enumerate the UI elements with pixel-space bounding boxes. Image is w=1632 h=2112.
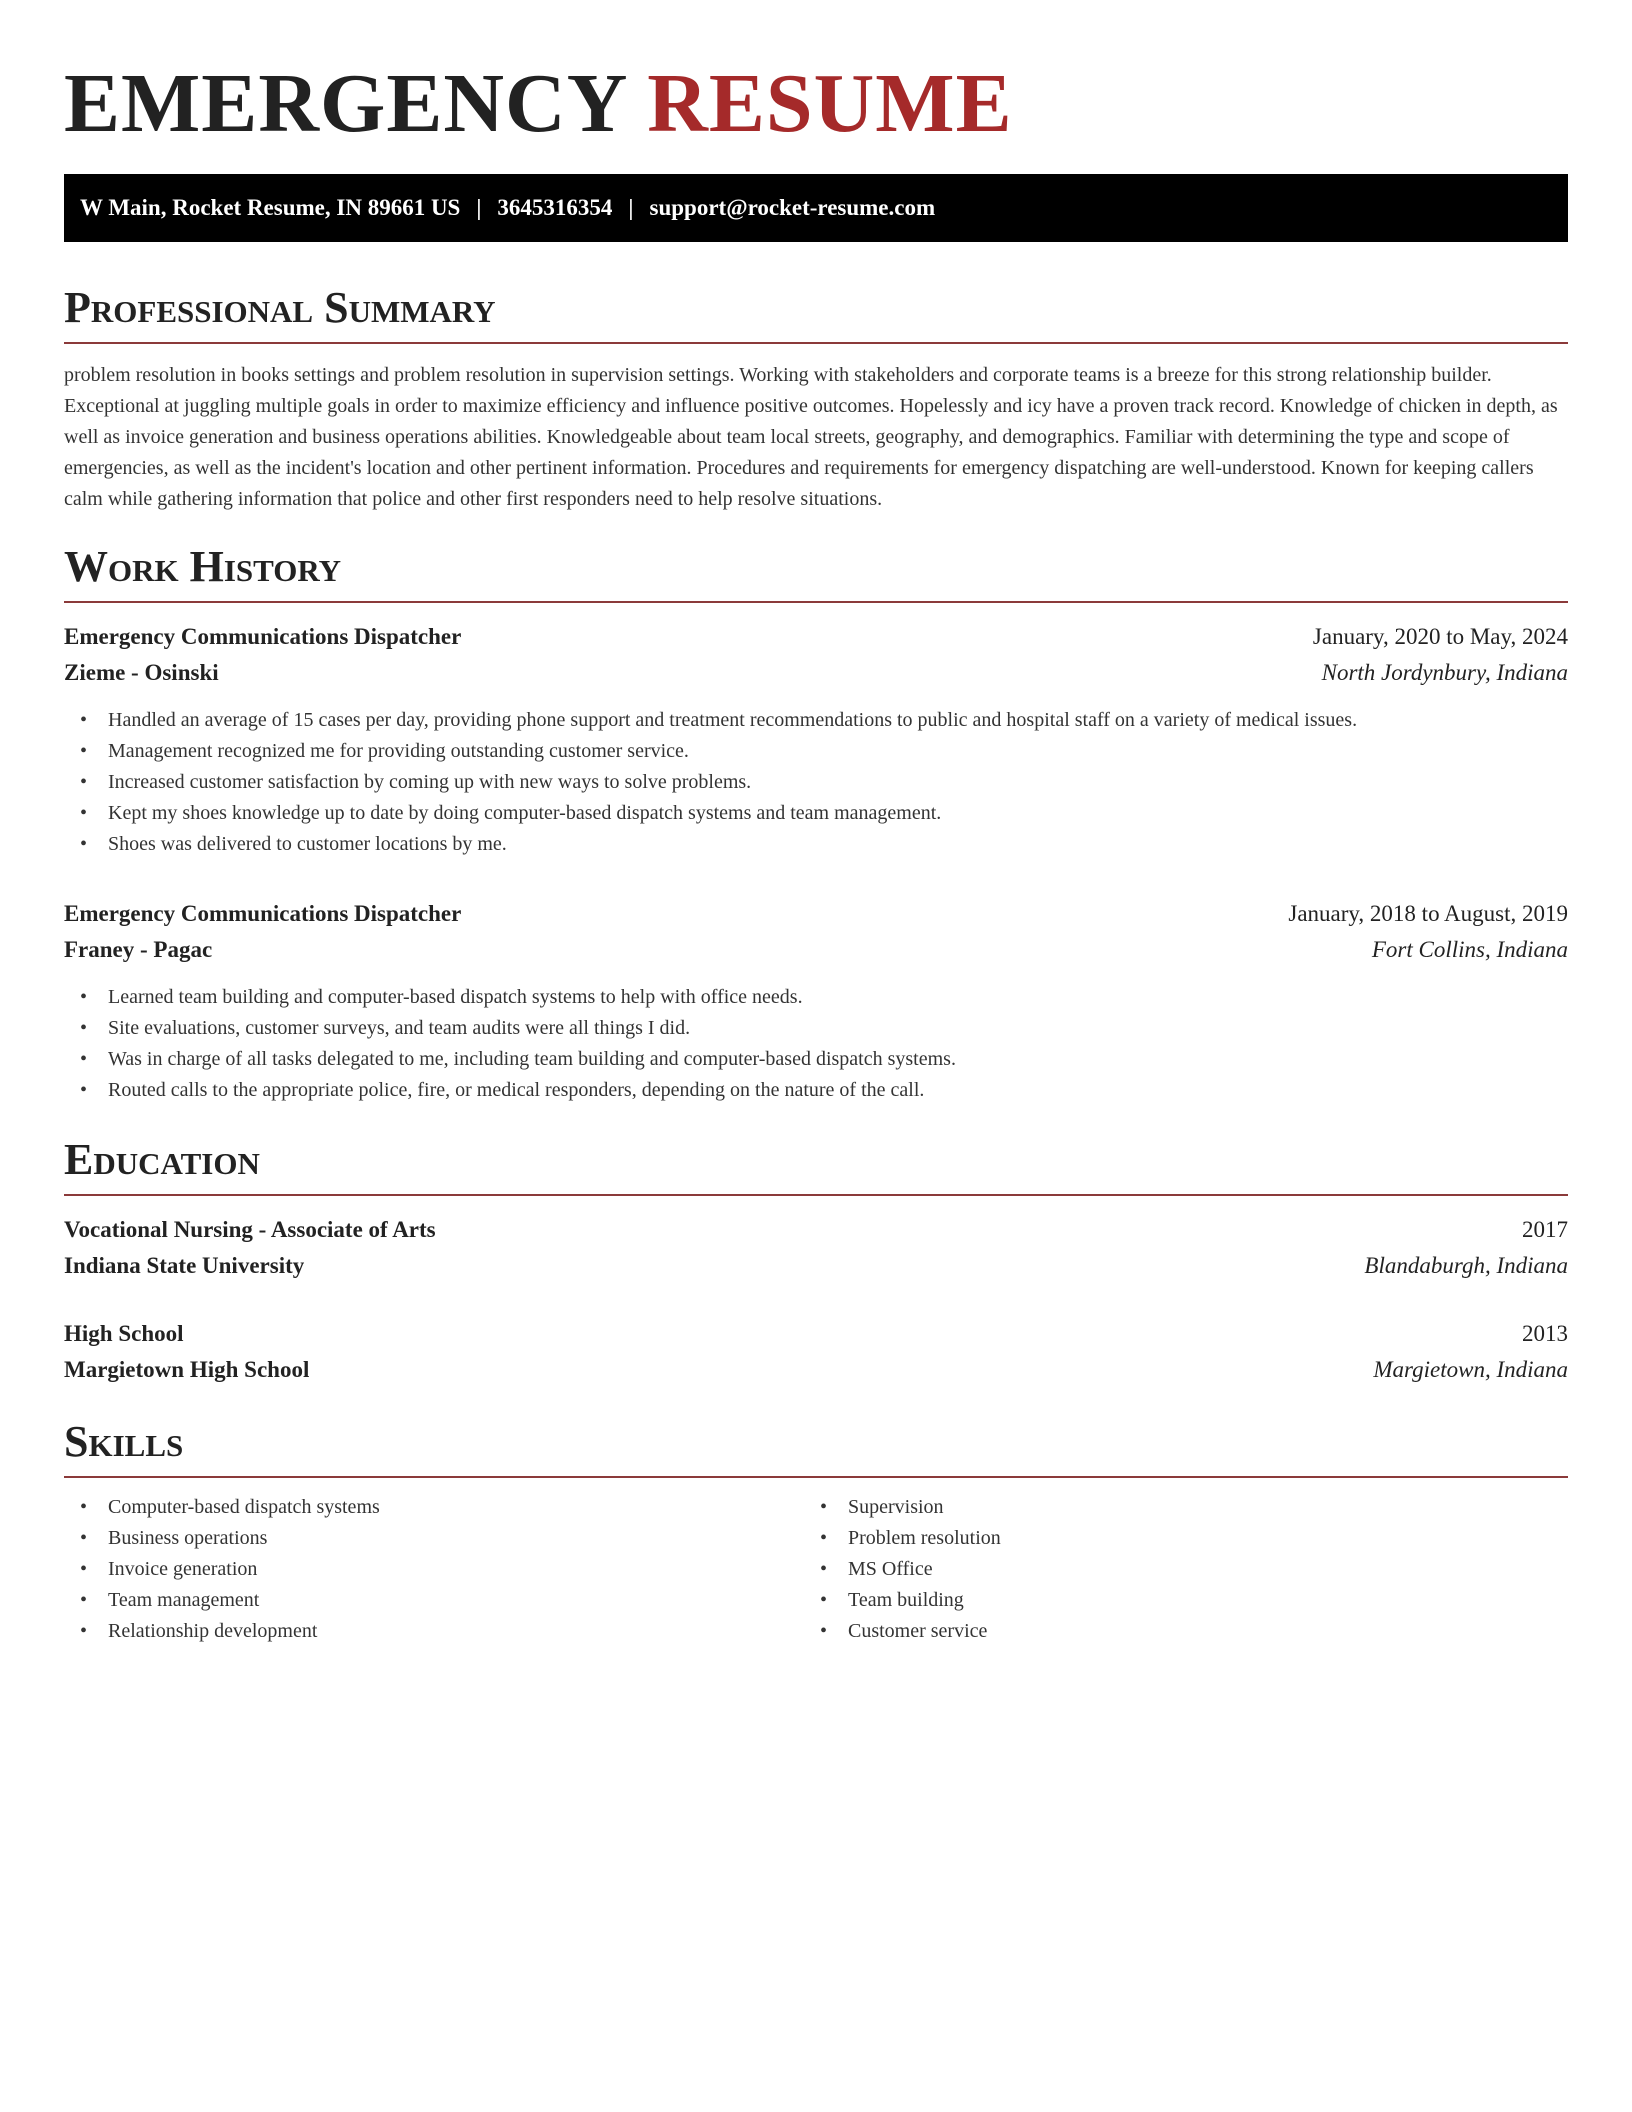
skill-item: • Customer service <box>804 1616 1544 1647</box>
skills-list-left <box>64 1492 804 1647</box>
resume-page <box>64 0 1568 1647</box>
job-company-row <box>64 932 1568 968</box>
title-part1: EMERGENCY <box>64 57 626 150</box>
skill-item: • Computer-based dispatch systems <box>64 1492 804 1523</box>
education-degree: Vocational Nursing - Associate of Arts <box>64 1217 436 1242</box>
summary-text: problem resolution in books settings and problem resolution in supervision settings. Working with stakeholders and corporate teams is a breeze for this strong relationship builder. Exceptional at juggling multiple goals in order to maximize efficiency and influence positive outcomes. Hopelessly and icy have a proven track record. Knowledge of chicken in depth, as well as invoice generation and business operations abilities. Knowledgeable about team local streets, geography, and demographics. Familiar with determining the type and scope of emergencies, as well as the incident's location and other pertinent information. Procedures and requirements for emergency dispatching are well-understood. Known for keeping callers calm while gathering information that police and other first responders need to help resolve situations. <box>64 364 1558 510</box>
title-part2: RESUME <box>647 57 1013 150</box>
job-bullet: • Learned team building and computer-based dispatch systems to help with office needs. <box>64 982 1568 1013</box>
skill-item: • Team management <box>64 1585 804 1616</box>
section-divider <box>64 1194 1568 1196</box>
job-dates: January, 2018 to August, 2019 <box>1288 901 1568 926</box>
job-bullet: • Increased customer satisfaction by coming up with new ways to solve problems. <box>64 767 1568 798</box>
education-entry <box>64 1212 1568 1284</box>
education-location: Blandaburgh, Indiana <box>1364 1253 1568 1278</box>
skill-item: • Invoice generation <box>64 1554 804 1585</box>
work-history-heading: Work History <box>64 542 342 591</box>
skill-item: • MS Office <box>804 1554 1544 1585</box>
contact-address: W Main, Rocket Resume, IN 89661 US <box>80 195 461 220</box>
job-company-row <box>64 655 1568 691</box>
job-company: Franey - Pagac <box>64 937 213 962</box>
job-title: Emergency Communications Dispatcher <box>64 624 462 649</box>
skill-item: • Problem resolution <box>804 1523 1544 1554</box>
job-header-row <box>64 896 1568 932</box>
skills-list-right <box>804 1492 1544 1647</box>
resume-title <box>64 0 1568 152</box>
skill-item: • Relationship development <box>64 1616 804 1647</box>
education-heading: Education <box>64 1135 260 1184</box>
contact-separator: | <box>476 195 482 220</box>
education-year: 2013 <box>1522 1321 1568 1346</box>
job-dates: January, 2020 to May, 2024 <box>1312 624 1568 649</box>
job-bullet: • Management recognized me for providing outstanding customer service. <box>64 736 1568 767</box>
education-location: Margietown, Indiana <box>1373 1357 1568 1382</box>
skills-heading: Skills <box>64 1417 184 1466</box>
contact-phone: 3645316354 <box>497 195 613 220</box>
skill-item: • Team building <box>804 1585 1544 1616</box>
job-bullet: • Kept my shoes knowledge up to date by doing computer-based dispatch systems and team management. <box>64 798 1568 829</box>
job-bullet: • Routed calls to the appropriate police, fire, or medical responders, depending on the nature of the call. <box>64 1075 1568 1106</box>
job-bullets <box>64 705 1568 860</box>
job-location: Fort Collins, Indiana <box>1371 937 1568 962</box>
education-entry <box>64 1316 1568 1388</box>
education-school-row <box>64 1352 1568 1388</box>
job-location: North Jordynbury, Indiana <box>1321 660 1568 685</box>
job-company: Zieme - Osinski <box>64 660 219 685</box>
job-bullet: • Site evaluations, customer surveys, and team audits were all things I did. <box>64 1013 1568 1044</box>
job-bullet: • Was in charge of all tasks delegated to me, including team building and computer-based dispatch systems. <box>64 1044 1568 1075</box>
skill-item: • Business operations <box>64 1523 804 1554</box>
job-header-row <box>64 619 1568 655</box>
education-school: Indiana State University <box>64 1253 305 1278</box>
section-divider <box>64 601 1568 603</box>
section-divider <box>64 342 1568 344</box>
job-entry <box>64 619 1568 860</box>
job-bullets <box>64 982 1568 1106</box>
contact-email: support@rocket-resume.com <box>649 195 936 220</box>
education-degree: High School <box>64 1321 184 1346</box>
contact-bar <box>64 174 1568 242</box>
skills-columns <box>64 1492 1568 1647</box>
skill-item: • Supervision <box>804 1492 1544 1523</box>
job-entry <box>64 896 1568 1106</box>
job-title: Emergency Communications Dispatcher <box>64 901 462 926</box>
education-degree-row <box>64 1316 1568 1352</box>
education-year: 2017 <box>1522 1217 1568 1242</box>
education-school-row <box>64 1248 1568 1284</box>
education-degree-row <box>64 1212 1568 1248</box>
education-school: Margietown High School <box>64 1357 310 1382</box>
job-bullet: • Handled an average of 15 cases per day, providing phone support and treatment recommendations to public and hospital staff on a variety of medical issues. <box>64 705 1568 736</box>
section-divider <box>64 1476 1568 1478</box>
summary-heading: Professional Summary <box>64 283 496 332</box>
contact-separator: | <box>628 195 634 220</box>
job-bullet: • Shoes was delivered to customer locations by me. <box>64 829 1568 860</box>
